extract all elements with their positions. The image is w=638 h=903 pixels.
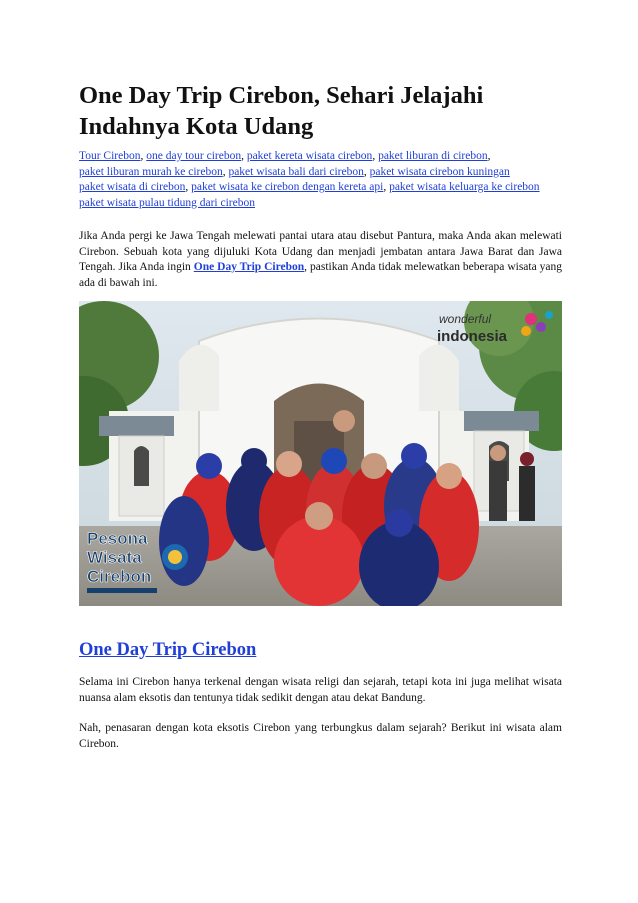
section-paragraph-2: Nah, penasaran dengan kota eksotis Cirebon yang terbungkus dalam sejarah? Berikut ini wisata alam Cirebon. <box>79 722 562 750</box>
photo-illustration <box>79 301 562 606</box>
tag-list: Tour Cirebon, one day tour cirebon, paket kereta wisata cirebon, paket liburan di cirebon, paket liburan murah ke cirebon, paket wisata bali dari cirebon, paket wisata cirebon kuningan paket wisata di cirebon, paket wisata ke cirebon dengan kereta api, paket wisata keluarga ke cirebon paket wisata pulau tidung dari cirebon <box>79 150 540 209</box>
tag-link[interactable]: paket wisata pulau tidung dari cirebon <box>79 196 255 209</box>
tag-link[interactable]: paket wisata di cirebon <box>79 181 186 193</box>
section-heading[interactable]: One Day Trip Cirebon <box>79 640 257 660</box>
intro-link[interactable]: One Day Trip Cirebon <box>193 261 305 274</box>
brand-top-text: wonderful <box>439 312 492 326</box>
tag-link[interactable]: paket liburan murah ke cirebon <box>79 165 223 178</box>
tag-link[interactable]: paket wisata bali dari cirebon <box>228 165 364 178</box>
tag-link[interactable]: paket wisata keluarga ke cirebon <box>389 181 540 193</box>
brand-bottom-text: indonesia <box>437 328 508 345</box>
intro-text-after: , pastikan Anda tidak melewatkan beberapa wisata yang ada di bawah ini. <box>79 261 562 289</box>
intro-text-before: Jika Anda pergi ke Jawa Tengah melewati pantai utara atau disebut Pantura, maka Anda akan melewati Cirebon. Sebuah kota yang dijuluki Kota Udang dan menjadi jembatan antara Jawa Barat dan Jawa Tengah. Jika Anda ingin <box>79 230 562 274</box>
title-line-2: Indahnya Kota Udang <box>79 113 314 140</box>
title-line-1: One Day Trip Cirebon, Sehari Jelajahi <box>79 82 484 109</box>
tag-link[interactable]: one day tour cirebon <box>146 150 242 162</box>
tag-link[interactable]: paket kereta wisata cirebon <box>246 150 373 162</box>
tag-link[interactable]: Tour Cirebon <box>79 150 141 162</box>
logo-line-3: Cirebon <box>87 567 152 586</box>
section-paragraph-1: Selama ini Cirebon hanya terkenal dengan wisata religi dan sejarah, tetapi kota ini juga melihat wisata nuansa alam eksotis dan tentunya tidak sedikit dengan atau dekat Bandung. <box>79 676 562 704</box>
group-photo <box>79 301 562 606</box>
intro-paragraph <box>79 229 562 291</box>
tag-link[interactable]: paket liburan di cirebon <box>378 150 488 162</box>
logo-line-2: Wisata <box>87 548 142 567</box>
logo-line-1: Pesona <box>87 529 148 548</box>
tag-link[interactable]: paket wisata cirebon kuningan <box>369 165 510 178</box>
tag-link[interactable]: paket wisata ke cirebon dengan kereta api <box>191 181 384 193</box>
article-title <box>79 80 562 142</box>
